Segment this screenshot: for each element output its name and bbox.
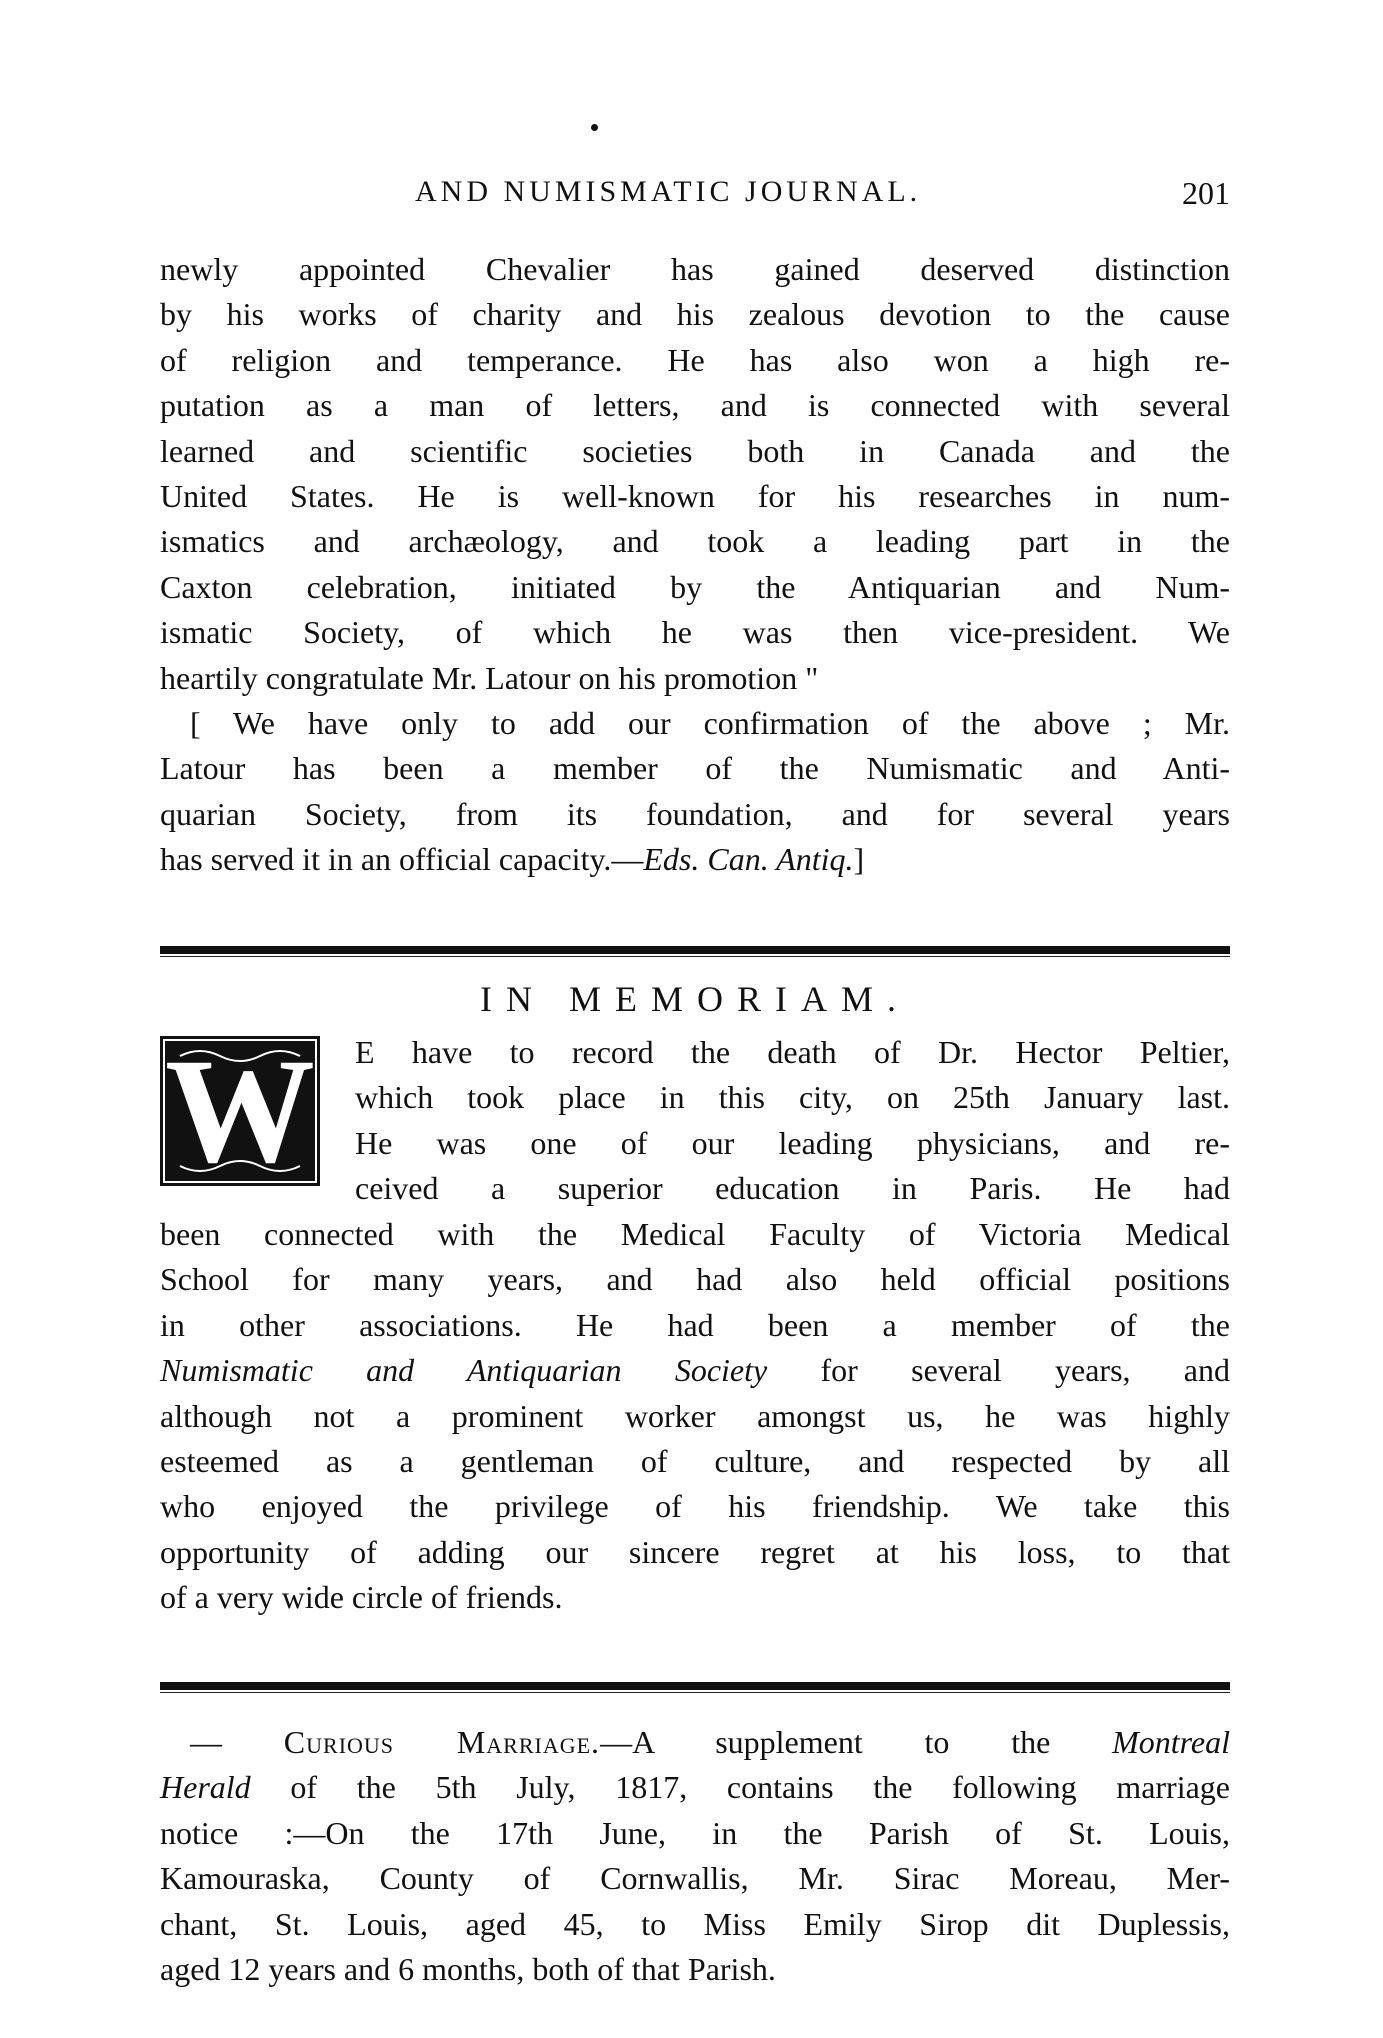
text-line: [ We have only to add our confirmation of the above ; Mr. (190, 705, 1230, 741)
running-head (160, 175, 1230, 215)
text-line: learned and scientific societies both in Canada and the (160, 432, 1230, 469)
editor-note (160, 701, 1230, 883)
society-name: Numismatic and Antiquarian Society (160, 1352, 768, 1389)
memoriam-wrapped-lines (355, 1030, 1230, 1212)
text-line: who enjoyed the privilege of his friendship. We take this (160, 1488, 1230, 1525)
text-line: School for many years, and had also held official positions (160, 1261, 1230, 1298)
text-line: ceived a superior education in Paris. He had (355, 1170, 1230, 1207)
section-heading: IN MEMORIAM. (479, 979, 910, 1019)
text-line: Latour has been a member of the Numismatic and Anti- (160, 750, 1230, 787)
curious-marriage-paragraph (160, 1720, 1230, 1992)
initial-letter: W (165, 1028, 315, 1194)
continuation-paragraph (160, 247, 1230, 701)
text-line: of religion and temperance. He has also won a high re- (160, 341, 1230, 378)
text-line (160, 1765, 1230, 1810)
text-line: United States. He is well-known for his researches in num- (160, 477, 1230, 514)
society-line-rest: for several years, and (767, 1352, 1231, 1389)
line-text: —A supplement to the (600, 1724, 1113, 1760)
em-dash: — (190, 1724, 222, 1760)
text-line: quarian Society, from its foundation, and for several years (160, 795, 1230, 832)
note-text: has served it in an official capacity.— (160, 841, 644, 878)
text-line (160, 1348, 1230, 1393)
decorative-initial (160, 1028, 320, 1194)
text-line: although not a prominent worker amongst us, he was highly (160, 1397, 1230, 1434)
text-line: heartily congratulate Mr. Latour on his promotion " (160, 659, 819, 696)
text-line: opportunity of adding our sincere regret at his loss, to that (160, 1533, 1230, 1570)
section-divider (160, 1682, 1230, 1690)
memoriam-body (160, 1212, 1230, 1621)
newspaper-name-part: Herald (160, 1769, 251, 1806)
item-title: Curious Marriage. (283, 1724, 601, 1760)
text-line: chant, St. Louis, aged 45, to Miss Emily Sirop dit Duplessis, (160, 1905, 1230, 1942)
text-line: E have to record the death of Dr. Hector Peltier, (355, 1034, 1230, 1070)
text-line: of a very wide circle of friends. (160, 1579, 563, 1616)
bracket-close: ] (853, 841, 865, 878)
section-divider (160, 946, 1230, 954)
text-line: aged 12 years and 6 months, both of that Parish. (160, 1950, 776, 1987)
text-line: Kamouraska, County of Cornwallis, Mr. Sirac Moreau, Mer- (160, 1860, 1230, 1897)
text-line: esteemed as a gentleman of culture, and respected by all (160, 1442, 1230, 1479)
editors-signature: Eds. Can. Antiq. (643, 841, 854, 878)
speck-mark (591, 124, 598, 131)
running-head-title: AND NUMISMATIC JOURNAL. (415, 175, 922, 208)
text-line: putation as a man of letters, and is connected with several (160, 387, 1230, 424)
text-line: Caxton celebration, initiated by the Antiquarian and Num- (160, 568, 1230, 605)
text-line: which took place in this city, on 25th January last. (355, 1079, 1230, 1116)
page-number: 201 (1182, 175, 1230, 211)
text-line: been connected with the Medical Faculty of Victoria Medical (160, 1216, 1230, 1252)
text-line: in other associations. He had been a member of the (160, 1306, 1230, 1343)
line-text: of the 5th July, 1817, contains the following marriage (250, 1769, 1230, 1806)
text-line: ismatics and archæology, and took a leading part in the (160, 523, 1230, 560)
text-line: He was one of our leading physicians, and re- (355, 1124, 1230, 1161)
text-line: newly appointed Chevalier has gained deserved distinction (160, 251, 1230, 287)
text-line: notice :—On the 17th June, in the Parish of St. Louis, (160, 1814, 1230, 1851)
newspaper-name-part: Montreal (1112, 1724, 1230, 1760)
text-line (160, 837, 1230, 882)
text-line: ismatic Society, of which he was then vice-president. We (160, 614, 1230, 651)
text-line: by his works of charity and his zealous devotion to the cause (160, 296, 1230, 333)
text-line (160, 1720, 1230, 1765)
